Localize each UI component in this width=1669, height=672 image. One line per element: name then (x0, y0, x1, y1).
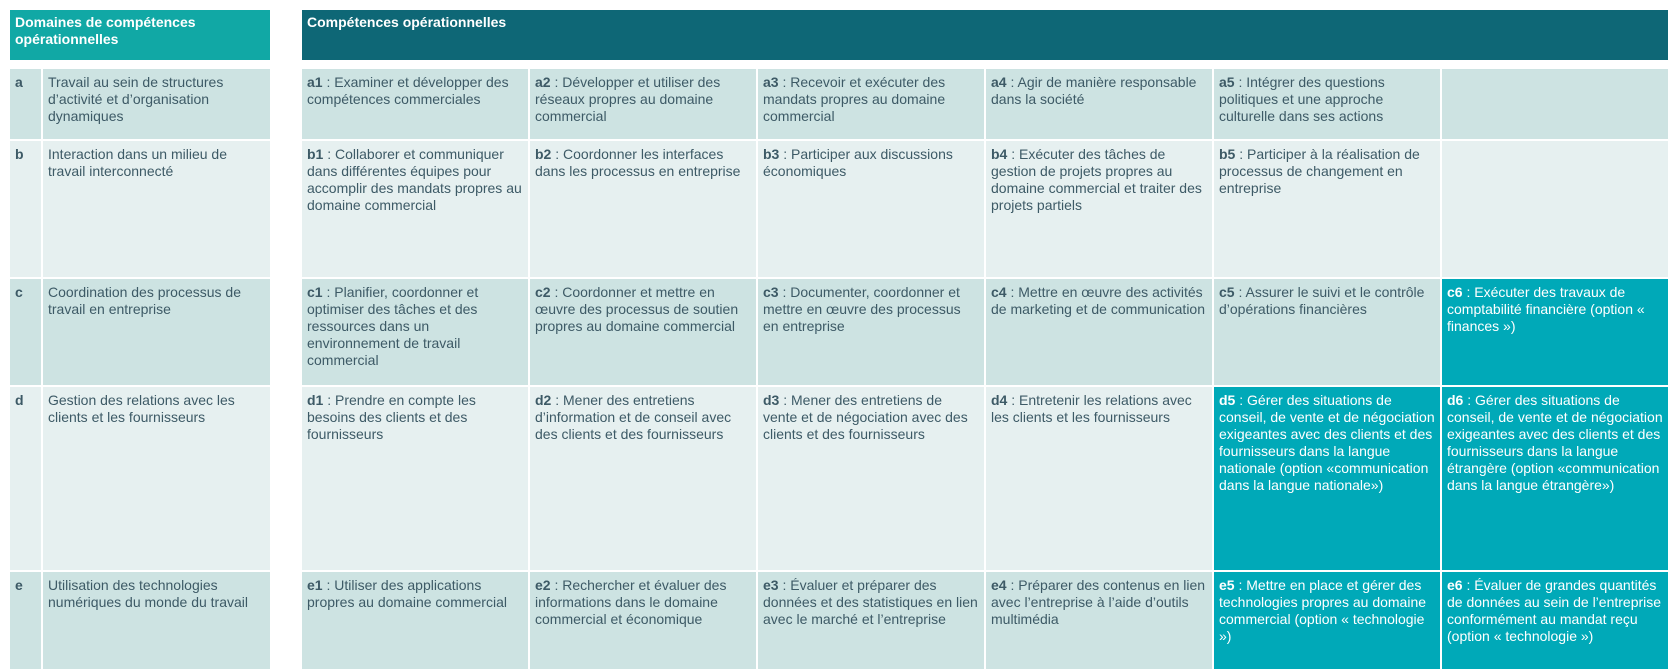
domain-letter-c: c (10, 279, 41, 385)
competence-code: d3 (763, 392, 780, 408)
competence-cell-c1 (302, 279, 528, 385)
competence-code: b4 (991, 146, 1008, 162)
competences-header (302, 10, 1668, 60)
domain-letter-a: a (10, 69, 41, 139)
competence-text: : Intégrer des questions politiques et une approche culturelle dans ses actions (1219, 74, 1385, 124)
domain-letter-b: b (10, 141, 41, 277)
competence-text: : Utiliser des applications propres au domaine commercial (307, 577, 507, 610)
competences-header-title: Compétences opérationnelles (307, 14, 507, 30)
domain-label-d: Gestion des relations avec les clients et les fournisseurs (43, 387, 270, 570)
competence-code: d5 (1219, 392, 1236, 408)
competence-code: c5 (1219, 284, 1235, 300)
competence-cell-b4 (986, 141, 1212, 277)
domain-label-c: Coordination des processus de travail en entreprise (43, 279, 270, 385)
competence-text: : Gérer des situations de conseil, de vente et de négociation exigeantes avec des clients et des fournisseurs dans la langue nationale (option «communication dans la langue nationale») (1219, 392, 1435, 493)
competence-code: d4 (991, 392, 1008, 408)
competence-cell-c5 (1214, 279, 1440, 385)
competence-cell-e5 (1214, 572, 1440, 669)
competence-cell-e3 (758, 572, 984, 669)
competence-text: : Préparer des contenus en lien avec l’entreprise à l’aide d’outils multimédia (991, 577, 1206, 627)
competence-cell-c3 (758, 279, 984, 385)
competence-table (10, 10, 1668, 669)
competence-text: : Recevoir et exécuter des mandats propres au domaine commercial (763, 74, 946, 124)
competence-cell-empty (1442, 141, 1668, 277)
competence-cell-b2 (530, 141, 756, 277)
competence-cell-c6 (1442, 279, 1668, 385)
domain-label-b: Interaction dans un milieu de travail interconnecté (43, 141, 270, 277)
competence-cell-d3 (758, 387, 984, 570)
competence-cell-d2 (530, 387, 756, 570)
domain-letter-d: d (10, 387, 41, 570)
competence-cell-b3 (758, 141, 984, 277)
competence-text: : Prendre en compte les besoins des clients et des fournisseurs (307, 392, 476, 442)
competence-cell-e1 (302, 572, 528, 669)
competence-text: : Gérer des situations de conseil, de vente et de négociation exigeantes avec des clients et des fournisseurs dans la langue étrangère (option «communication dans la langue étrangère») (1447, 392, 1663, 493)
competence-text: : Assurer le suivi et le contrôle d’opérations financières (1219, 284, 1425, 317)
competence-text: : Mettre en œuvre des activités de marketing et de communication (991, 284, 1205, 317)
competence-cell-d5 (1214, 387, 1440, 570)
competence-code: d1 (307, 392, 324, 408)
competence-cell-e6 (1442, 572, 1668, 669)
competence-text: : Évaluer et préparer des données et des statistiques en lien avec le marché et l’entreprise (763, 577, 978, 627)
competence-code: a3 (763, 74, 779, 90)
domains-header-title: Domaines de compétences opérationnelles (15, 14, 196, 47)
competence-text: : Mener des entretiens d’information et de conseil avec des clients et des fournisseurs (535, 392, 732, 442)
competence-text: : Documenter, coordonner et mettre en œuvre des processus en entreprise (763, 284, 961, 334)
competence-text: : Exécuter des tâches de gestion de projets propres au domaine commercial et traiter des projets partiels (991, 146, 1202, 213)
domain-letter-e: e (10, 572, 41, 669)
competence-code: b5 (1219, 146, 1236, 162)
competence-text: : Exécuter des travaux de comptabilité financière (option « finances ») (1447, 284, 1645, 334)
competence-cell-e2 (530, 572, 756, 669)
competence-code: c3 (763, 284, 779, 300)
competence-code: d6 (1447, 392, 1464, 408)
competence-cell-c4 (986, 279, 1212, 385)
competence-code: a4 (991, 74, 1007, 90)
competence-code: c1 (307, 284, 323, 300)
competence-code: a5 (1219, 74, 1235, 90)
competence-cell-a4 (986, 69, 1212, 139)
competence-code: c2 (535, 284, 551, 300)
competence-code: b2 (535, 146, 552, 162)
column-spacer (272, 10, 300, 60)
competence-code: e3 (763, 577, 779, 593)
competence-cell-a2 (530, 69, 756, 139)
competence-cell-d1 (302, 387, 528, 570)
competence-code: e1 (307, 577, 323, 593)
competence-code: e2 (535, 577, 551, 593)
competence-text: : Coordonner et mettre en œuvre des processus de soutien propres au domaine commercial (535, 284, 739, 334)
competence-text: : Participer aux discussions économiques (763, 146, 953, 179)
competence-code: a1 (307, 74, 323, 90)
competence-text: : Examiner et développer des compétences commerciales (307, 74, 509, 107)
competence-code: c4 (991, 284, 1007, 300)
competence-cell-a5 (1214, 69, 1440, 139)
competence-code: c6 (1447, 284, 1463, 300)
competence-cell-a1 (302, 69, 528, 139)
domain-label-a: Travail au sein de structures d’activité et d’organisation dynamiques (43, 69, 270, 139)
competence-text: : Collaborer et communiquer dans différentes équipes pour accomplir des mandats propres au domaine commercial (307, 146, 522, 213)
competence-cell-b1 (302, 141, 528, 277)
competence-code: e6 (1447, 577, 1463, 593)
competence-text: : Coordonner les interfaces dans les processus en entreprise (535, 146, 741, 179)
competence-text: : Développer et utiliser des réseaux propres au domaine commercial (535, 74, 721, 124)
competence-text: : Participer à la réalisation de processus de changement en entreprise (1219, 146, 1420, 196)
competence-cell-empty (1442, 69, 1668, 139)
competence-text: : Agir de manière responsable dans la société (991, 74, 1197, 107)
competence-text: : Mener des entretiens de vente et de négociation avec des clients et des fournisseurs (763, 392, 968, 442)
domain-label-e: Utilisation des technologies numériques du monde du travail (43, 572, 270, 669)
competence-cell-a3 (758, 69, 984, 139)
competence-code: d2 (535, 392, 552, 408)
competence-code: a2 (535, 74, 551, 90)
competence-code: e4 (991, 577, 1007, 593)
competence-text: : Rechercher et évaluer des informations dans le domaine commercial et économique (535, 577, 727, 627)
competence-code: e5 (1219, 577, 1235, 593)
competence-code: b3 (763, 146, 780, 162)
competence-text: : Planifier, coordonner et optimiser des tâches et des ressources dans un environnement de travail commercial (307, 284, 479, 368)
competence-text: : Entretenir les relations avec les clients et les fournisseurs (991, 392, 1192, 425)
competence-cell-e4 (986, 572, 1212, 669)
competence-text: : Mettre en place et gérer des technologies propres au domaine commercial (option « technologie ») (1219, 577, 1427, 644)
competence-code: b1 (307, 146, 324, 162)
competence-cell-d6 (1442, 387, 1668, 570)
competence-cell-b5 (1214, 141, 1440, 277)
competence-cell-d4 (986, 387, 1212, 570)
competence-cell-c2 (530, 279, 756, 385)
competence-text: : Évaluer de grandes quantités de données au sein de l’entreprise conformément au mandat reçu (option « technologie ») (1447, 577, 1662, 644)
domains-header (10, 10, 270, 60)
